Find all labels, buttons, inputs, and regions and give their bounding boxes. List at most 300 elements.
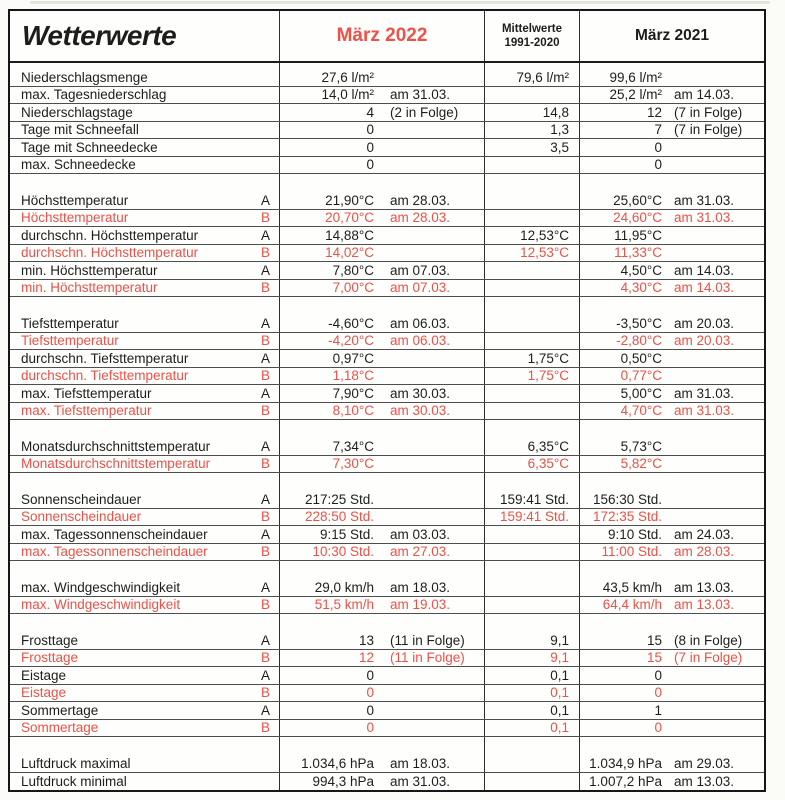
maerz-2022-cell: [280, 210, 485, 227]
row-label: durchschn. Höchsttemperatur: [21, 245, 199, 260]
date-2021: am 20.03.: [674, 333, 735, 348]
row-label: Luftdruck maximal: [21, 755, 131, 771]
maerz-2022-cell: [280, 685, 485, 702]
value-mittelwert: 159:41 Std.: [499, 509, 569, 524]
maerz-2022-cell: [280, 561, 485, 579]
value-2022: -4,60°C: [328, 315, 374, 331]
row-variant-letter: B: [260, 280, 270, 295]
value-2022: 12: [358, 650, 374, 665]
table-row: [10, 720, 764, 738]
mittelwert-cell: [485, 456, 580, 473]
row-label: Tiefsttemperatur: [21, 333, 119, 348]
table-row: [10, 262, 764, 280]
value-2022: 13: [358, 632, 374, 648]
value-mittelwert: 0,1: [550, 667, 569, 683]
value-mittelwert: 159:41 Std.: [499, 491, 569, 507]
date-2021: am 14.03.: [674, 262, 735, 278]
value-2021: 5,73°C: [620, 438, 662, 454]
label-cell: [10, 210, 280, 227]
row-variant-letter: B: [260, 544, 270, 559]
row-label: Sommertage: [21, 720, 99, 735]
value-mittelwert: 1,3: [550, 122, 569, 137]
value-2021: 5,82°C: [620, 456, 662, 471]
mittelwert-cell: [485, 526, 580, 543]
table-header-row: [10, 11, 764, 63]
mittelwert-cell: [485, 650, 580, 667]
date-2021: am 31.03.: [674, 403, 735, 418]
value-2022: 7,34°C: [332, 438, 374, 454]
date-2021: (7 in Folge): [674, 104, 743, 120]
mittelwert-cell: [485, 755, 580, 772]
maerz-2022-cell: [280, 385, 485, 402]
row-variant-letter: A: [260, 350, 270, 366]
mittelwert-cell: [485, 87, 580, 104]
table-row: [10, 227, 764, 245]
row-label: Tage mit Schneedecke: [21, 139, 158, 155]
row-variant-letter: A: [260, 491, 270, 507]
value-2022: 217:25 Std.: [304, 491, 374, 507]
value-2021: 9:10 Std.: [607, 526, 662, 542]
row-variant-letter: A: [260, 526, 270, 542]
table-row: [10, 650, 764, 668]
maerz-2021-cell: [580, 720, 764, 737]
value-2021: 1: [654, 702, 662, 718]
weather-table: [8, 9, 766, 792]
maerz-2021-cell: [580, 403, 764, 420]
maerz-2022-cell: [280, 702, 485, 719]
date-2022: am 27.03.: [390, 544, 451, 559]
mittelwert-cell: [485, 210, 580, 227]
maerz-2021-cell: [580, 614, 764, 632]
table-row: [10, 122, 764, 140]
row-label: Sonnenscheindauer: [21, 491, 142, 507]
value-mittelwert: 0,1: [550, 720, 569, 735]
label-cell: [10, 104, 280, 121]
table-row: [10, 614, 764, 632]
row-label: max. Tagesniederschlag: [21, 87, 167, 102]
value-2021: 99,6 l/m²: [609, 69, 662, 85]
value-2021: 0: [654, 139, 662, 155]
table-row: [10, 297, 764, 315]
table-row: [10, 420, 764, 438]
scan-artifact: [30, 1, 770, 4]
value-2022: 0: [366, 685, 374, 700]
maerz-2022-cell: [280, 139, 485, 156]
date-2021: am 31.03.: [674, 192, 735, 208]
row-label: max. Tiefsttemperatur: [21, 385, 152, 401]
maerz-2022-cell: [280, 403, 485, 420]
date-2022: am 30.03.: [390, 385, 451, 401]
value-2022: 8,10°C: [332, 403, 374, 418]
value-2021: 4,50°C: [620, 262, 662, 278]
column-header-maerz-2022: März 2022: [336, 25, 428, 46]
label-cell: [10, 509, 280, 526]
label-cell: [10, 526, 280, 543]
value-2022: 0: [366, 702, 374, 718]
row-variant-letter: B: [260, 245, 270, 260]
value-2022: 9:15 Std.: [319, 526, 374, 542]
value-2022: 51,5 km/h: [314, 597, 374, 612]
maerz-2021-cell: [580, 491, 764, 508]
table-row: [10, 333, 764, 351]
row-variant-letter: A: [260, 438, 270, 454]
maerz-2021-cell: [580, 438, 764, 455]
row-label: Monatsdurchschnittstemperatur: [21, 456, 211, 471]
mittelwert-cell: [485, 561, 580, 579]
row-variant-letter: A: [260, 667, 270, 683]
row-label: Niederschlagstage: [21, 104, 133, 120]
value-2022: 0: [366, 157, 374, 172]
value-2021: 1.034,9 hPa: [589, 755, 662, 771]
mittelwert-cell: [485, 473, 580, 491]
value-2021: 11:00 Std.: [601, 544, 662, 559]
maerz-2021-cell: [580, 104, 764, 121]
table-row: [10, 667, 764, 685]
maerz-2021-cell: [580, 368, 764, 385]
maerz-2022-cell: [280, 597, 485, 614]
value-mittelwert: 1,75°C: [527, 350, 569, 366]
label-cell: [10, 579, 280, 596]
value-mittelwert: 0,1: [550, 685, 569, 700]
maerz-2022-cell: [280, 755, 485, 772]
value-2022: 994,3 hPa: [312, 773, 374, 789]
label-cell: [10, 773, 280, 791]
value-mittelwert: 1,75°C: [527, 368, 569, 383]
value-2022: 14,88°C: [325, 227, 374, 243]
label-cell: [10, 702, 280, 719]
maerz-2021-cell: [580, 420, 764, 438]
header-cell-title: [10, 11, 280, 61]
maerz-2022-cell: [280, 350, 485, 367]
row-label: Luftdruck minimal: [21, 773, 127, 789]
row-label: Eistage: [21, 667, 67, 683]
table-row: [10, 315, 764, 333]
value-2022: 0: [366, 139, 374, 155]
date-2021: am 31.03.: [674, 210, 735, 225]
maerz-2022-cell: [280, 632, 485, 649]
table-row: [10, 368, 764, 386]
maerz-2022-cell: [280, 526, 485, 543]
date-2021: am 13.03.: [674, 579, 735, 595]
maerz-2021-cell: [580, 87, 764, 104]
row-label: durchschn. Tiefsttemperatur: [21, 350, 189, 366]
maerz-2021-cell: [580, 174, 764, 192]
header-cell-maerz-2022: [280, 11, 485, 61]
column-header-mittelwerte: [502, 22, 562, 51]
value-2021: 0,50°C: [620, 350, 662, 366]
table-row: [10, 69, 764, 87]
table-row: [10, 702, 764, 720]
maerz-2021-cell: [580, 632, 764, 649]
mittelwert-cell: [485, 350, 580, 367]
date-2022: am 06.03.: [390, 315, 451, 331]
value-2021: 64,4 km/h: [602, 597, 662, 612]
table-row: [10, 210, 764, 228]
date-2021: am 24.03.: [674, 526, 735, 542]
label-cell: [10, 473, 280, 491]
value-2021: 156:30 Std.: [592, 491, 662, 507]
value-2021: 11,33°C: [614, 245, 662, 260]
label-cell: [10, 667, 280, 684]
maerz-2022-cell: [280, 368, 485, 385]
row-variant-letter: A: [260, 315, 270, 331]
mittelwert-cell: [485, 245, 580, 262]
date-2022: am 06.03.: [390, 333, 451, 348]
value-2021: 0: [654, 667, 662, 683]
value-2021: 25,60°C: [613, 192, 662, 208]
value-2022: 0,97°C: [332, 350, 374, 366]
row-variant-letter: B: [260, 720, 270, 735]
row-label: max. Windgeschwindigkeit: [21, 597, 181, 612]
row-label: max. Windgeschwindigkeit: [21, 579, 181, 595]
maerz-2021-cell: [580, 385, 764, 402]
value-2022: 228:50 Std.: [304, 509, 374, 524]
row-variant-letter: B: [260, 456, 270, 471]
maerz-2022-cell: [280, 69, 485, 86]
table-row: [10, 403, 764, 421]
maerz-2022-cell: [280, 614, 485, 632]
row-label: max. Tagessonnenscheindauer: [21, 544, 208, 559]
mittelwert-cell: [485, 385, 580, 402]
row-variant-letter: A: [260, 227, 270, 243]
row-variant-letter: B: [260, 650, 270, 665]
date-2022: am 18.03.: [390, 579, 451, 595]
value-2021: 0: [654, 685, 662, 700]
label-cell: [10, 87, 280, 104]
value-2021: 0: [654, 720, 662, 735]
mittelwert-cell: [485, 227, 580, 244]
maerz-2021-cell: [580, 333, 764, 350]
date-2022: am 19.03.: [390, 597, 451, 612]
value-2021: 25,2 l/m²: [609, 87, 662, 102]
maerz-2022-cell: [280, 297, 485, 315]
maerz-2022-cell: [280, 491, 485, 508]
row-label: max. Tiefsttemperatur: [21, 403, 152, 418]
label-cell: [10, 315, 280, 332]
label-cell: [10, 632, 280, 649]
label-cell: [10, 385, 280, 402]
mittelwerte-line2: 1991-2020: [504, 37, 560, 49]
row-label: Sonnenscheindauer: [21, 509, 142, 524]
row-label: Frosttage: [21, 650, 79, 665]
row-label: Höchsttemperatur: [21, 210, 129, 225]
mittelwerte-line1: Mittelwerte: [501, 22, 563, 35]
mittelwert-cell: [485, 438, 580, 455]
table-row: [10, 139, 764, 157]
value-2021: 11,95°C: [614, 227, 662, 243]
mittelwert-cell: [485, 280, 580, 297]
row-label: Frosttage: [21, 632, 79, 648]
row-label: Monatsdurchschnittstemperatur: [21, 438, 211, 454]
date-2021: am 28.03.: [674, 544, 735, 559]
mittelwert-cell: [485, 597, 580, 614]
row-variant-letter: B: [260, 685, 270, 700]
row-variant-letter: A: [260, 579, 270, 595]
label-cell: [10, 403, 280, 420]
value-2022: 0: [366, 720, 374, 735]
maerz-2021-cell: [580, 350, 764, 367]
value-2021: -3,50°C: [616, 315, 662, 331]
table-row: [10, 473, 764, 491]
label-cell: [10, 614, 280, 632]
maerz-2021-cell: [580, 667, 764, 684]
label-cell: [10, 544, 280, 561]
maerz-2022-cell: [280, 174, 485, 192]
value-2021: 0: [654, 157, 662, 172]
mittelwert-cell: [485, 420, 580, 438]
mittelwert-cell: [485, 509, 580, 526]
row-variant-letter: B: [260, 368, 270, 383]
row-label: Tiefsttemperatur: [21, 315, 119, 331]
table-row: [10, 491, 764, 509]
table-row: [10, 192, 764, 210]
label-cell: [10, 139, 280, 156]
mittelwert-cell: [485, 368, 580, 385]
date-2022: am 28.03.: [390, 192, 451, 208]
maerz-2022-cell: [280, 456, 485, 473]
date-2021: (7 in Folge): [674, 122, 743, 137]
value-2021: 24,60°C: [613, 210, 662, 225]
value-mittelwert: 6,35°C: [527, 438, 569, 454]
date-2022: am 07.03.: [390, 280, 451, 295]
value-2021: 15: [646, 650, 662, 665]
maerz-2021-cell: [580, 192, 764, 209]
column-header-maerz-2021: März 2021: [634, 27, 710, 44]
table-row: [10, 755, 764, 773]
row-label: Tage mit Schneefall: [21, 122, 139, 137]
value-2022: 21,90°C: [325, 192, 374, 208]
maerz-2021-cell: [580, 456, 764, 473]
value-2022: 10:30 Std.: [312, 544, 374, 559]
maerz-2021-cell: [580, 262, 764, 279]
table-row: [10, 174, 764, 192]
maerz-2021-cell: [580, 315, 764, 332]
row-variant-letter: A: [260, 385, 270, 401]
date-2022: am 30.03.: [390, 403, 451, 418]
label-cell: [10, 368, 280, 385]
maerz-2021-cell: [580, 473, 764, 491]
maerz-2021-cell: [580, 210, 764, 227]
date-2022: am 18.03.: [390, 755, 451, 771]
mittelwert-cell: [485, 667, 580, 684]
mittelwert-cell: [485, 491, 580, 508]
value-2021: 1.007,2 hPa: [589, 773, 662, 789]
value-2021: 4,30°C: [620, 280, 662, 295]
maerz-2022-cell: [280, 650, 485, 667]
mittelwert-cell: [485, 702, 580, 719]
row-variant-letter: A: [260, 632, 270, 648]
value-2022: 14,02°C: [325, 245, 374, 260]
label-cell: [10, 69, 280, 86]
date-2021: am 14.03.: [674, 280, 735, 295]
maerz-2021-cell: [580, 122, 764, 139]
date-2022: am 31.03.: [390, 87, 451, 102]
label-cell: [10, 456, 280, 473]
row-label: Eistage: [21, 685, 67, 700]
maerz-2022-cell: [280, 280, 485, 297]
table-row: [10, 87, 764, 105]
value-2022: 7,80°C: [332, 262, 374, 278]
maerz-2022-cell: [280, 579, 485, 596]
maerz-2022-cell: [280, 157, 485, 174]
mittelwert-cell: [485, 104, 580, 121]
table-row: [10, 245, 764, 263]
value-2022: 1.034,6 hPa: [301, 755, 374, 771]
row-variant-letter: B: [260, 403, 270, 418]
header-cell-maerz-2021: [580, 11, 764, 61]
table-row: [10, 579, 764, 597]
maerz-2021-cell: [580, 139, 764, 156]
value-2021: -2,80°C: [616, 333, 662, 348]
value-2021: 15: [646, 632, 662, 648]
date-2021: am 13.03.: [674, 597, 735, 612]
label-cell: [10, 737, 280, 755]
maerz-2022-cell: [280, 262, 485, 279]
maerz-2021-cell: [580, 650, 764, 667]
table-row: [10, 544, 764, 562]
value-2022: 4: [366, 104, 374, 120]
table-row: [10, 438, 764, 456]
date-2022: am 31.03.: [390, 773, 451, 789]
table-row: [10, 773, 764, 791]
mittelwert-cell: [485, 192, 580, 209]
date-2022: am 28.03.: [390, 210, 451, 225]
value-mittelwert: 79,6 l/m²: [516, 69, 569, 85]
maerz-2021-cell: [580, 702, 764, 719]
value-2022: 20,70°C: [325, 210, 374, 225]
value-2021: 7: [654, 122, 662, 137]
table-row: [10, 104, 764, 122]
maerz-2021-cell: [580, 561, 764, 579]
date-2022: (2 in Folge): [390, 104, 459, 120]
row-label: durchschn. Höchsttemperatur: [21, 227, 199, 243]
row-label: max. Schneedecke: [21, 157, 136, 172]
maerz-2021-cell: [580, 526, 764, 543]
row-variant-letter: B: [260, 333, 270, 348]
row-label: Niederschlagsmenge: [21, 69, 148, 85]
label-cell: [10, 227, 280, 244]
value-2022: 7,30°C: [332, 456, 374, 471]
mittelwert-cell: [485, 333, 580, 350]
value-2022: 0: [366, 667, 374, 683]
table-row: [10, 737, 764, 755]
label-cell: [10, 350, 280, 367]
header-cell-mittelwerte: [485, 11, 580, 61]
table-row: [10, 597, 764, 615]
maerz-2022-cell: [280, 122, 485, 139]
mittelwert-cell: [485, 403, 580, 420]
mittelwert-cell: [485, 720, 580, 737]
maerz-2022-cell: [280, 245, 485, 262]
mittelwert-cell: [485, 685, 580, 702]
row-label: Sommertage: [21, 702, 99, 718]
maerz-2022-cell: [280, 438, 485, 455]
value-2021: 12: [646, 104, 662, 120]
date-2021: am 13.03.: [674, 773, 735, 789]
row-variant-letter: A: [260, 192, 270, 208]
value-2022: 7,90°C: [332, 385, 374, 401]
maerz-2021-cell: [580, 597, 764, 614]
maerz-2022-cell: [280, 737, 485, 755]
table-row: [10, 350, 764, 368]
maerz-2022-cell: [280, 333, 485, 350]
maerz-2022-cell: [280, 227, 485, 244]
label-cell: [10, 333, 280, 350]
date-2021: am 14.03.: [674, 87, 735, 102]
date-2021: am 31.03.: [674, 385, 735, 401]
maerz-2022-cell: [280, 420, 485, 438]
table-body: [10, 63, 764, 790]
